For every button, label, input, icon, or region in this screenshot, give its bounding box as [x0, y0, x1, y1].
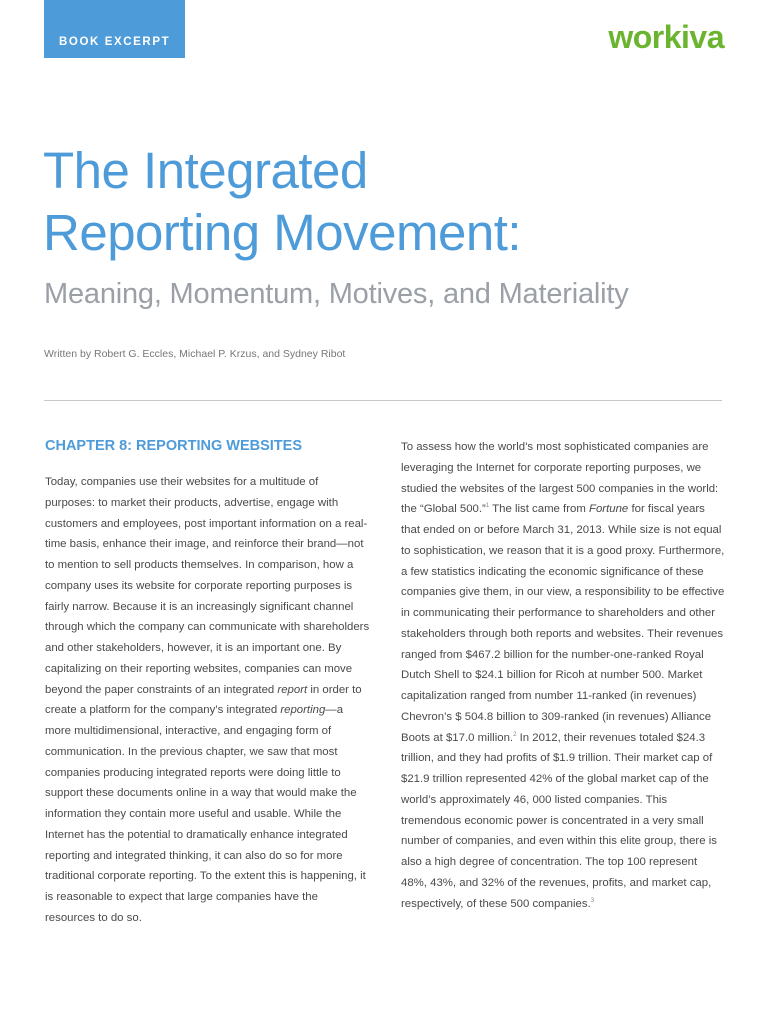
right-paragraph [401, 437, 726, 914]
left-emphasis-report: report [277, 683, 308, 696]
right-text-a: To assess how the world’s most sophisticated companies are leveraging the Internet for corporate reporting purposes, we studied the websites of the largest 500 companies in the world: the “Global 500.” [401, 441, 719, 516]
section-divider [44, 400, 722, 401]
title-line-2: Reporting Movement: [43, 204, 522, 261]
workiva-logo: workiva [608, 19, 724, 55]
footnote-3: 3 [590, 897, 595, 904]
left-text-a: Today, companies use their websites for a multitude of purposes: to market their products, advertise, engage with customers and employees, post important information on a real-time basis, enhance their image, and reinforce their brand—not to mention to sell products themselves. In comparison, how a company uses its website for corporate reporting purposes is fairly narrow. Because it is an increasingly significant channel through which the company can communicate with shareholders and other stakeholders, however, it is an important one. By capitalizing on their reporting websites, companies can move beyond the paper constraints of an integrated [45, 476, 370, 696]
left-text-c: —a more multidimensional, interactive, and engaging form of communication. In the previous chapter, we saw that most companies producing integrated reports were doing little to support these documents online in a way that would make the information they contain more useful and usable. While the Internet has the potential to dramatically enhance integrated reporting and integrated thinking, it can also do so for more traditional corporate reporting. To the extent this is happening, it is reasonable to expect that large companies have the resources to do so. [45, 704, 366, 924]
right-text-c: for fiscal years that ended on or before March 31, 2013. While size is not equal to sophistication, we reason that it is a good proxy. Furthermore, a few statistics indicating the economic significance of these companies give them, in our view, a responsibility to be effective in communicating their performance to shareholders and other stakeholders through both reports and websites. Their revenues ranged from $467.2 billion for the number-one-ranked Royal Dutch Shell to $24.1 billion for Ricoh at number 500. Market capitalization ranged from number 11-ranked (in revenues) Chevron’s $ 504.8 billion to 309-ranked (in revenues) Alliance Boots at $17.0 million. [401, 503, 725, 744]
left-paragraph [45, 472, 370, 929]
page-title [43, 140, 723, 264]
book-excerpt-tag: BOOK EXCERPT [44, 0, 185, 58]
right-emphasis-fortune: Fortune [589, 503, 629, 516]
left-column [45, 436, 370, 929]
left-emphasis-reporting: reporting [280, 704, 326, 717]
author-byline: Written by Robert G. Eccles, Michael P. Krzus, and Sydney Ribot [44, 348, 346, 360]
right-text-b: The list came from [489, 503, 590, 516]
right-column [401, 437, 726, 914]
page-subtitle: Meaning, Momentum, Motives, and Materiality [44, 278, 629, 310]
right-text-d: In 2012, their revenues totaled $24.3 trillion, and they had profits of $1.9 trillion. Their market cap of $21.9 trillion represented 42% of the global market cap of the world’s approximately 46, 000 listed companies. This tremendous economic power is concentrated in a very small number of companies, and even within this elite group, there is also a high degree of concentration. The top 100 represent 48%, 43%, and 32% of the revenues, profits, and market cap, respectively, of these 500 companies. [401, 731, 717, 910]
title-line-1: The Integrated [43, 142, 368, 199]
footnote-1: 1 [485, 503, 490, 510]
left-text-b: in order to create a platform for the company’s integrated [45, 683, 362, 717]
footnote-2: 2 [513, 731, 517, 738]
chapter-heading: CHAPTER 8: REPORTING WEBSITES [45, 438, 302, 454]
